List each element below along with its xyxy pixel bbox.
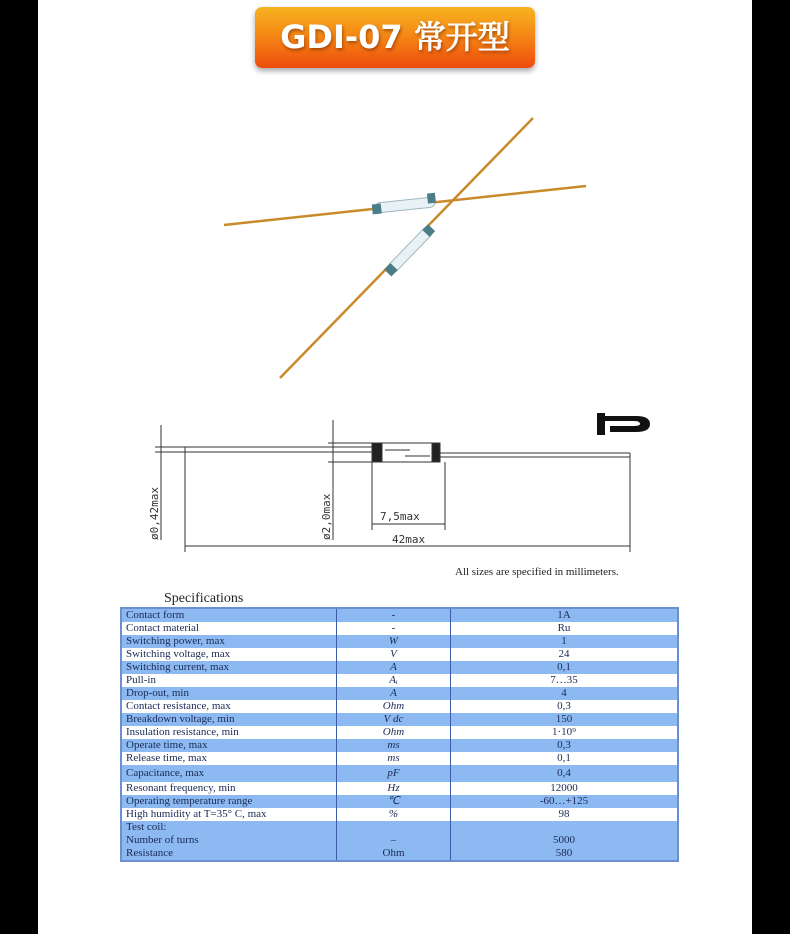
- spec-unit: V: [337, 648, 451, 661]
- spec-unit: A: [337, 661, 451, 674]
- table-row: [121, 808, 678, 821]
- spec-param: Capacitance, max: [126, 767, 205, 779]
- spec-param: Operating temperature range: [126, 795, 253, 807]
- spec-value: -60…+125: [451, 795, 679, 808]
- spec-unit: ms: [337, 739, 451, 752]
- turns-unit: –: [390, 834, 397, 846]
- spec-value: 0,3: [451, 739, 679, 752]
- coil-label: Test coil:: [126, 821, 167, 833]
- reed-switch-photo: [224, 118, 586, 378]
- specifications-table: [120, 607, 679, 862]
- resistance-unit: Ohm: [382, 847, 405, 859]
- spec-value: 12000: [451, 782, 679, 795]
- spec-unit: V dc: [337, 713, 451, 726]
- turns-value: 5000: [553, 834, 575, 846]
- coil-labels: [121, 821, 337, 861]
- spec-param: Contact material: [126, 622, 199, 634]
- spec-param: Contact resistance, max: [126, 700, 231, 712]
- spec-param: Pull-in: [126, 674, 156, 686]
- table-row-test-coil: [121, 821, 678, 861]
- table-row: [121, 713, 678, 726]
- spec-param: Switching power, max: [126, 635, 225, 647]
- spec-param: Drop-out, min: [126, 687, 189, 699]
- spec-value: 0,1: [451, 661, 679, 674]
- spec-value: 0,3: [451, 700, 679, 713]
- spec-unit: Ohm: [337, 700, 451, 713]
- spec-param: Switching current, max: [126, 661, 229, 673]
- units-note: All sizes are specified in millimeters.: [455, 566, 619, 578]
- product-title-banner: GDI-07 常开型: [255, 7, 535, 68]
- coil-units: [337, 821, 451, 861]
- table-row: [121, 752, 678, 765]
- resistance-value: 580: [555, 847, 573, 859]
- dim-glass-length: 7,5max: [380, 510, 420, 523]
- spec-value: 150: [451, 713, 679, 726]
- spec-unit: Aᵢ: [337, 674, 451, 687]
- specifications-heading: Specifications: [164, 591, 244, 606]
- spec-unit: ms: [337, 752, 451, 765]
- spec-value: 7…35: [451, 674, 679, 687]
- table-row: [121, 648, 678, 661]
- spec-unit: ℃: [337, 795, 451, 808]
- spec-value: 24: [451, 648, 679, 661]
- table-row: [121, 765, 678, 782]
- spec-param: Operate time, max: [126, 739, 208, 751]
- spec-param: Breakdown voltage, min: [126, 713, 235, 725]
- table-row: [121, 635, 678, 648]
- spec-value: Ru: [451, 622, 679, 635]
- table-row: [121, 687, 678, 700]
- spec-param: Resonant frequency, min: [126, 782, 236, 794]
- resistance-label: Resistance: [126, 847, 174, 859]
- spec-param: Release time, max: [126, 752, 207, 764]
- table-row: [121, 739, 678, 752]
- turns-label: Number of turns: [126, 834, 199, 846]
- spec-unit: A: [337, 687, 451, 700]
- spec-param: Contact form: [126, 609, 185, 621]
- dim-body-diameter: ø2,0max: [320, 493, 333, 540]
- spec-unit: Ohm: [337, 726, 451, 739]
- spec-value: 0,4: [451, 765, 679, 782]
- coil-values: [451, 821, 679, 861]
- spec-unit: -: [337, 622, 451, 635]
- spec-value: 1: [451, 635, 679, 648]
- table-row: [121, 661, 678, 674]
- spec-value: 4: [451, 687, 679, 700]
- spec-param: Switching voltage, max: [126, 648, 231, 660]
- spec-param: Insulation resistance, min: [126, 726, 239, 738]
- spec-value: 1A: [451, 608, 679, 622]
- dim-lead-diameter: ø0,42max: [148, 487, 161, 540]
- spec-param: High humidity at T=35° C, max: [126, 808, 267, 820]
- spec-value: 0,1: [451, 752, 679, 765]
- spec-unit: Hz: [337, 782, 451, 795]
- spec-unit: %: [337, 808, 451, 821]
- table-row: [121, 795, 678, 808]
- table-row: [121, 782, 678, 795]
- table-row: [121, 674, 678, 687]
- table-row: [121, 726, 678, 739]
- spec-unit: W: [337, 635, 451, 648]
- table-row: [121, 700, 678, 713]
- spec-value: 98: [451, 808, 679, 821]
- spec-unit: -: [337, 608, 451, 622]
- dim-total-length: 42max: [392, 533, 426, 546]
- spec-unit: pF: [337, 765, 451, 782]
- spec-value: 1·10⁹: [451, 726, 679, 739]
- table-row: [121, 622, 678, 635]
- logo-pd: [597, 413, 650, 435]
- table-row: [121, 608, 678, 622]
